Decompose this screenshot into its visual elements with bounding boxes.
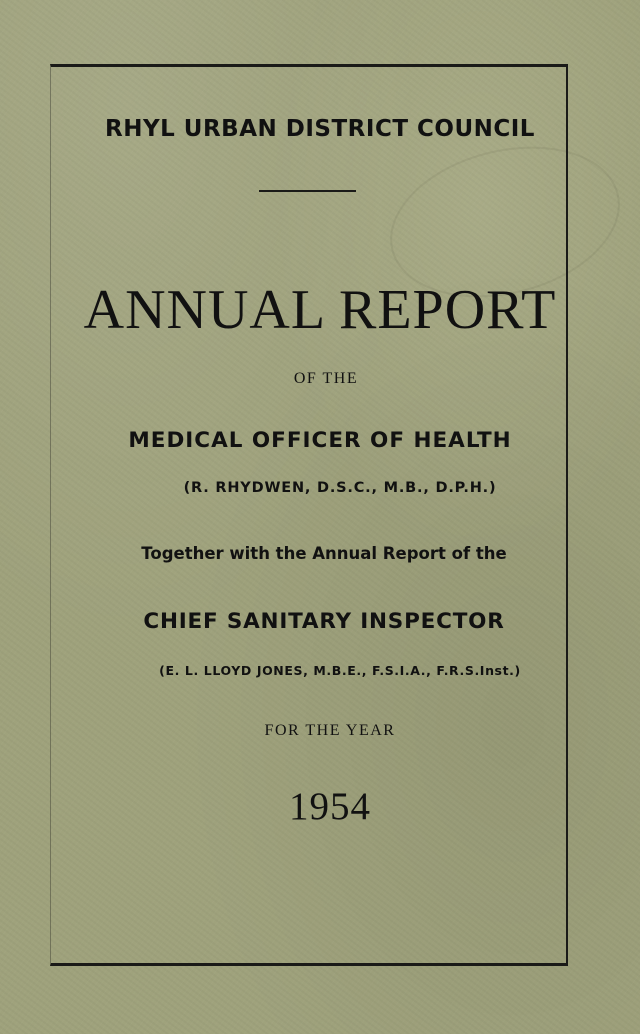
- sanitary-inspector-title: CHIEF SANITARY INSPECTOR: [143, 609, 505, 634]
- medical-officer-name: (R. RHYDWEN, D.S.C., M.B., D.P.H.): [183, 480, 497, 496]
- of-the-text: OF THE: [293, 370, 359, 387]
- council-heading: RHYL URBAN DISTRICT COUNCIL: [105, 116, 535, 142]
- title-divider: [259, 190, 356, 192]
- sanitary-inspector-name: (E. L. LLOYD JONES, M.B.E., F.S.I.A., F.R.S.Inst.): [159, 663, 521, 678]
- medical-officer-title: MEDICAL OFFICER OF HEALTH: [128, 428, 512, 453]
- for-the-year-text: FOR THE YEAR: [264, 722, 396, 739]
- cover-border-frame: [50, 64, 568, 966]
- together-line: Together with the Annual Report of the: [141, 544, 507, 563]
- report-year: 1954: [289, 785, 371, 828]
- report-title: ANNUAL REPORT: [83, 279, 557, 341]
